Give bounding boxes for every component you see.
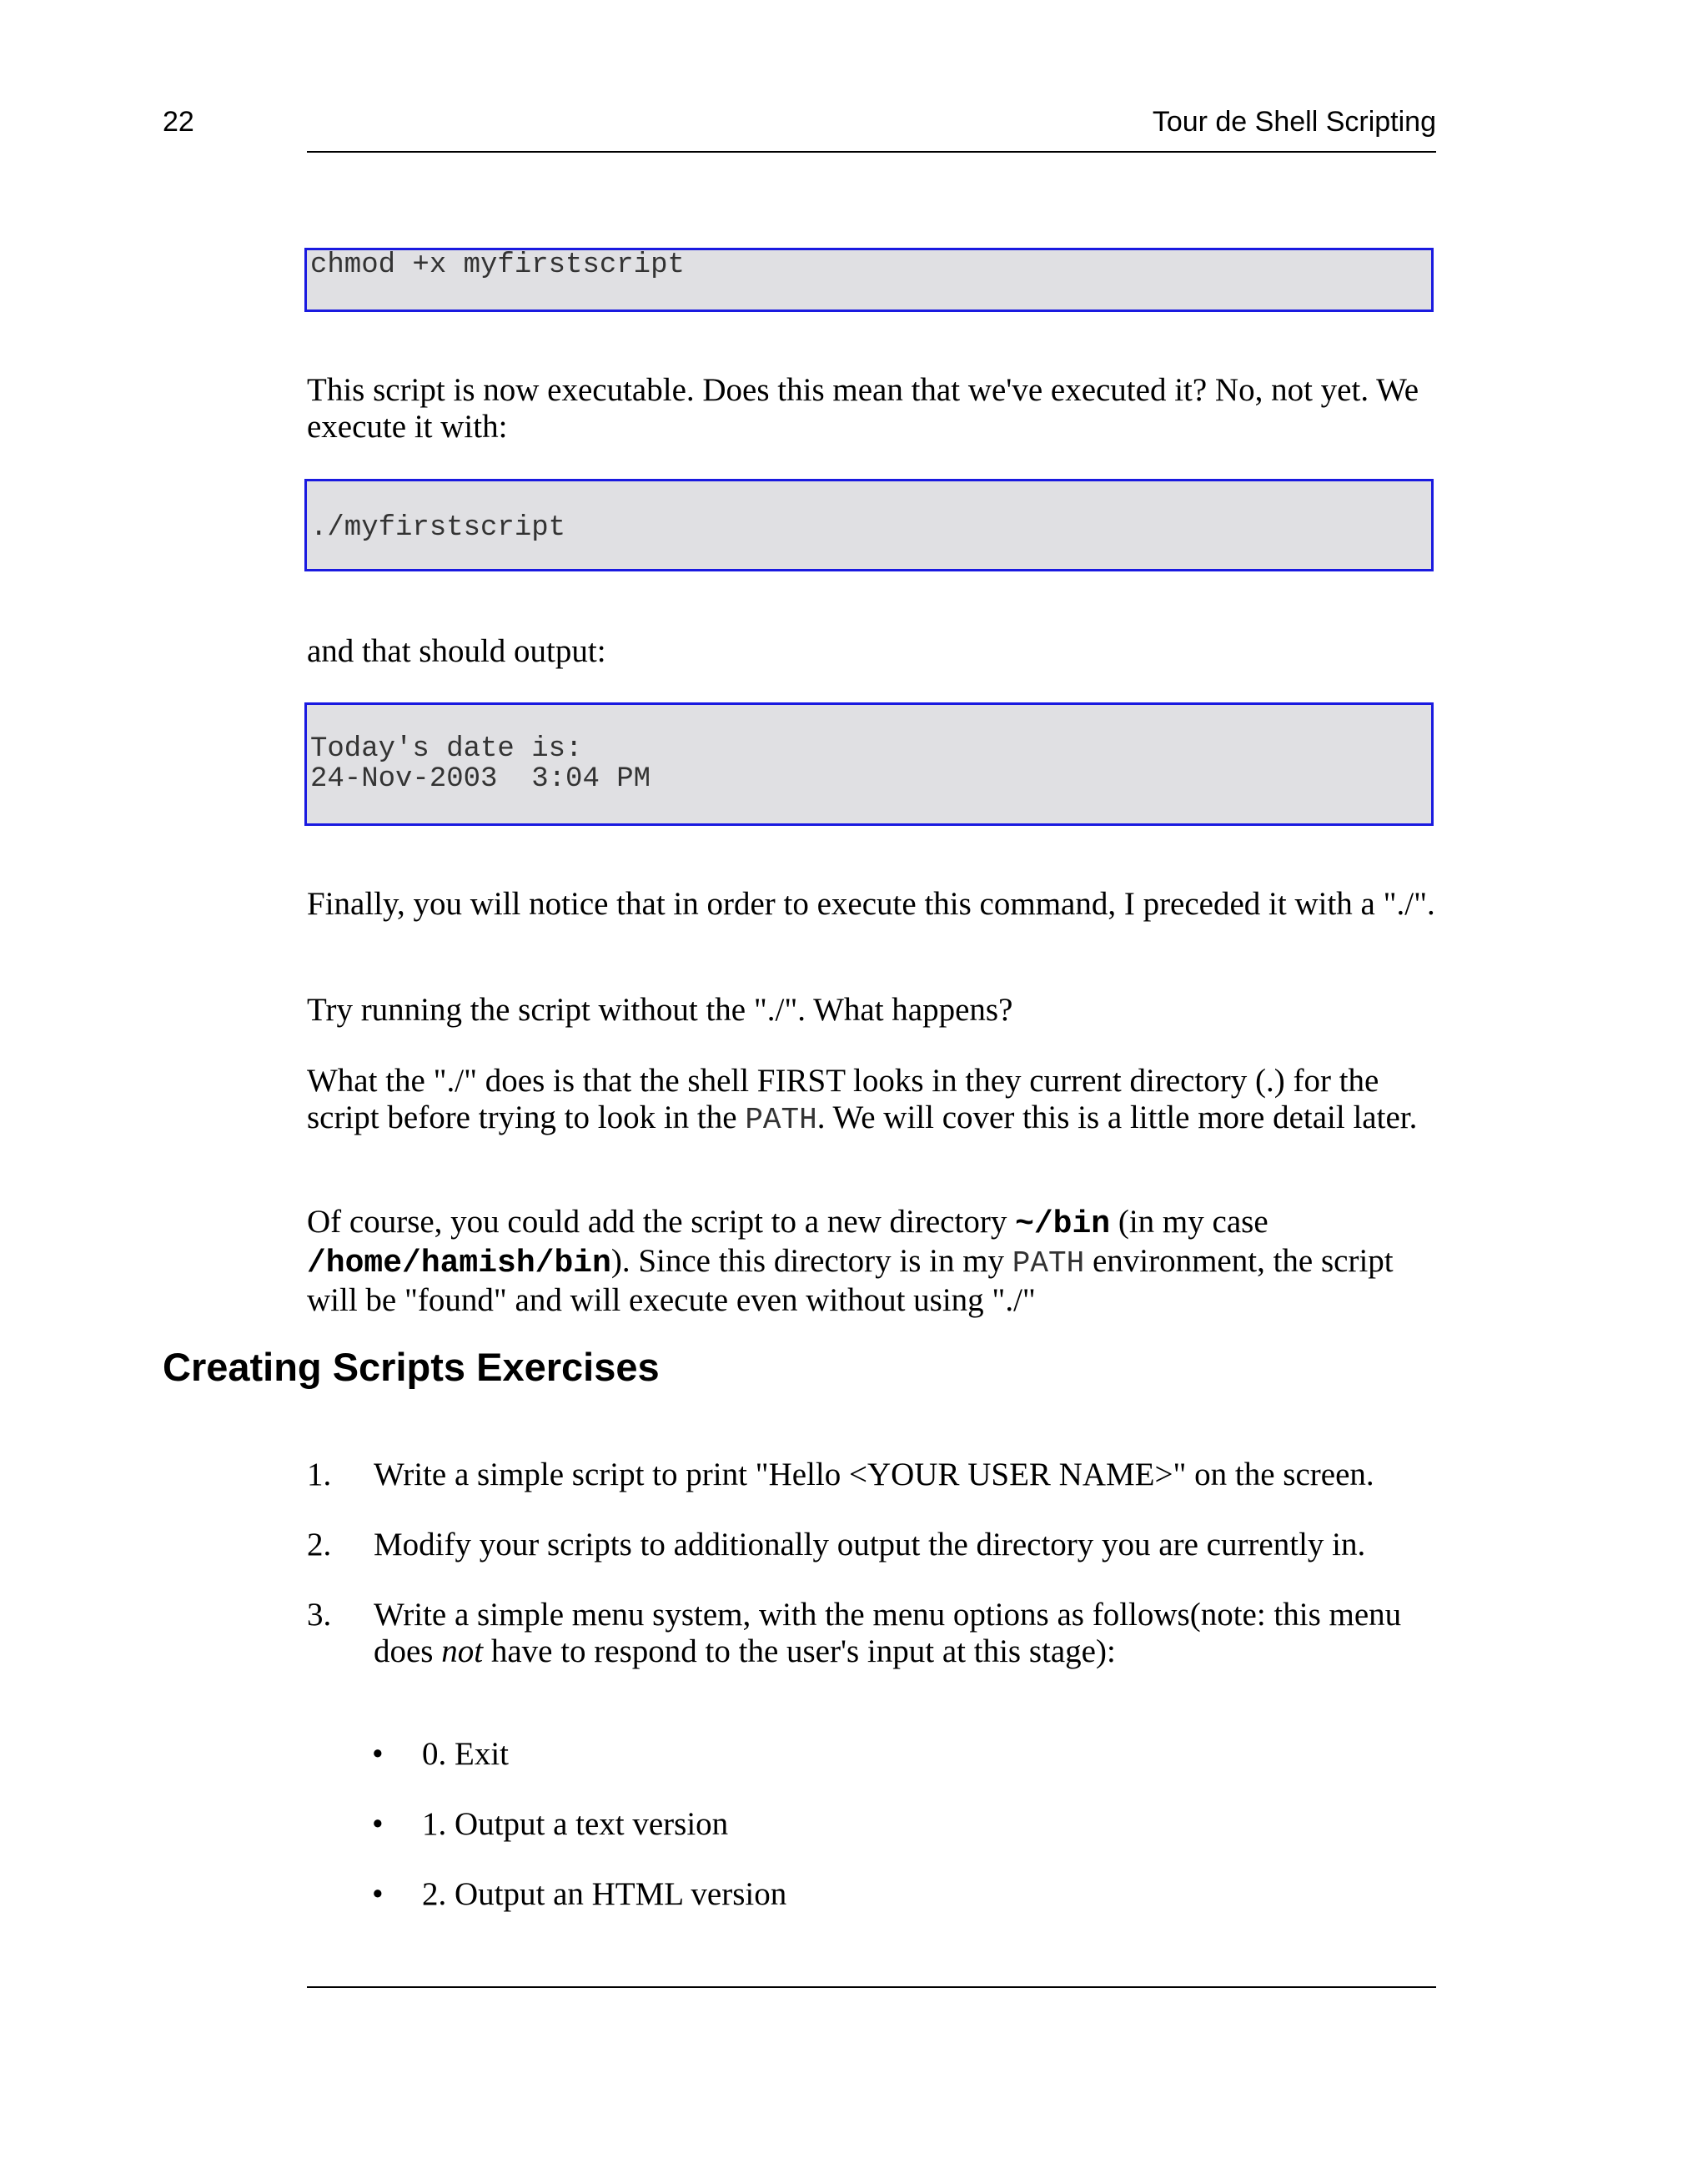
code-line: ./myfirstscript	[310, 512, 566, 544]
text-run: . We will cover this is a little more detail later.	[816, 1100, 1418, 1135]
code-line: Today's date is:	[310, 733, 583, 765]
header-rule	[307, 151, 1436, 153]
text-run: Of course, you could add the script to a new directory	[307, 1204, 1016, 1240]
exercise-number: 1.	[307, 1457, 332, 1492]
paragraph-output-intro: and that should output:	[307, 633, 606, 669]
emphasis-not: not	[441, 1633, 484, 1669]
exercise-text: Modify your scripts to additionally output the directory you are currently in.	[374, 1527, 1366, 1563]
exercise-number: 2.	[307, 1527, 332, 1563]
text-run: What the "./" does is that the shell FIRST looks in they current directory (.) for the script before trying to look in the	[307, 1063, 1379, 1135]
code-block-output	[304, 702, 1434, 826]
inline-code-bin: ~/bin	[1015, 1206, 1111, 1242]
text-run: have to respond to the user's input at this stage):	[483, 1633, 1116, 1669]
text-run: (in my case	[1110, 1204, 1268, 1240]
menu-option-text: 0. Exit	[422, 1736, 509, 1772]
bullet-icon: •	[372, 1806, 384, 1842]
running-head: Tour de Shell Scripting	[1152, 106, 1436, 138]
code-line: chmod +x myfirstscript	[310, 249, 685, 281]
code-block-chmod	[304, 248, 1434, 312]
paragraph-path-explanation	[307, 1063, 1441, 1139]
section-heading: Creating Scripts Exercises	[163, 1345, 660, 1389]
paragraph-executable: This script is now executable. Does this mean that we've executed it? No, not yet. We execute it with:	[307, 372, 1419, 445]
exercise-text: Write a simple script to print "Hello <YOUR USER NAME>" on the screen.	[374, 1457, 1374, 1492]
exercise-text	[374, 1597, 1441, 1670]
exercise-number: 3.	[307, 1597, 332, 1633]
menu-option-text: 1. Output a text version	[422, 1806, 729, 1842]
page-number: 22	[163, 106, 194, 138]
text-run: ). Since this directory is in my	[610, 1243, 1012, 1279]
paragraph-dot-slash: Finally, you will notice that in order to execute this command, I preceded it with a "./".	[307, 886, 1435, 922]
code-block-run	[304, 479, 1434, 571]
footer-rule	[307, 1986, 1436, 1988]
text-run: environment, the script will be "found" and will execute even without using "./"	[307, 1243, 1394, 1318]
menu-option-text: 2. Output an HTML version	[422, 1876, 787, 1912]
paragraph-try-running: Try running the script without the "./". What happens?	[307, 992, 1013, 1028]
inline-code-path: PATH	[1012, 1246, 1085, 1281]
paragraph-bin-directory	[307, 1204, 1441, 1319]
bullet-icon: •	[372, 1736, 384, 1772]
inline-code-path: PATH	[745, 1103, 817, 1137]
code-line: 24-Nov-2003 3:04 PM	[310, 763, 651, 795]
bullet-icon: •	[372, 1876, 384, 1912]
inline-code-home-bin: /home/hamish/bin	[307, 1246, 611, 1281]
text-run: Write a simple menu system, with the menu options as follows(note: this menu does	[374, 1597, 1402, 1669]
